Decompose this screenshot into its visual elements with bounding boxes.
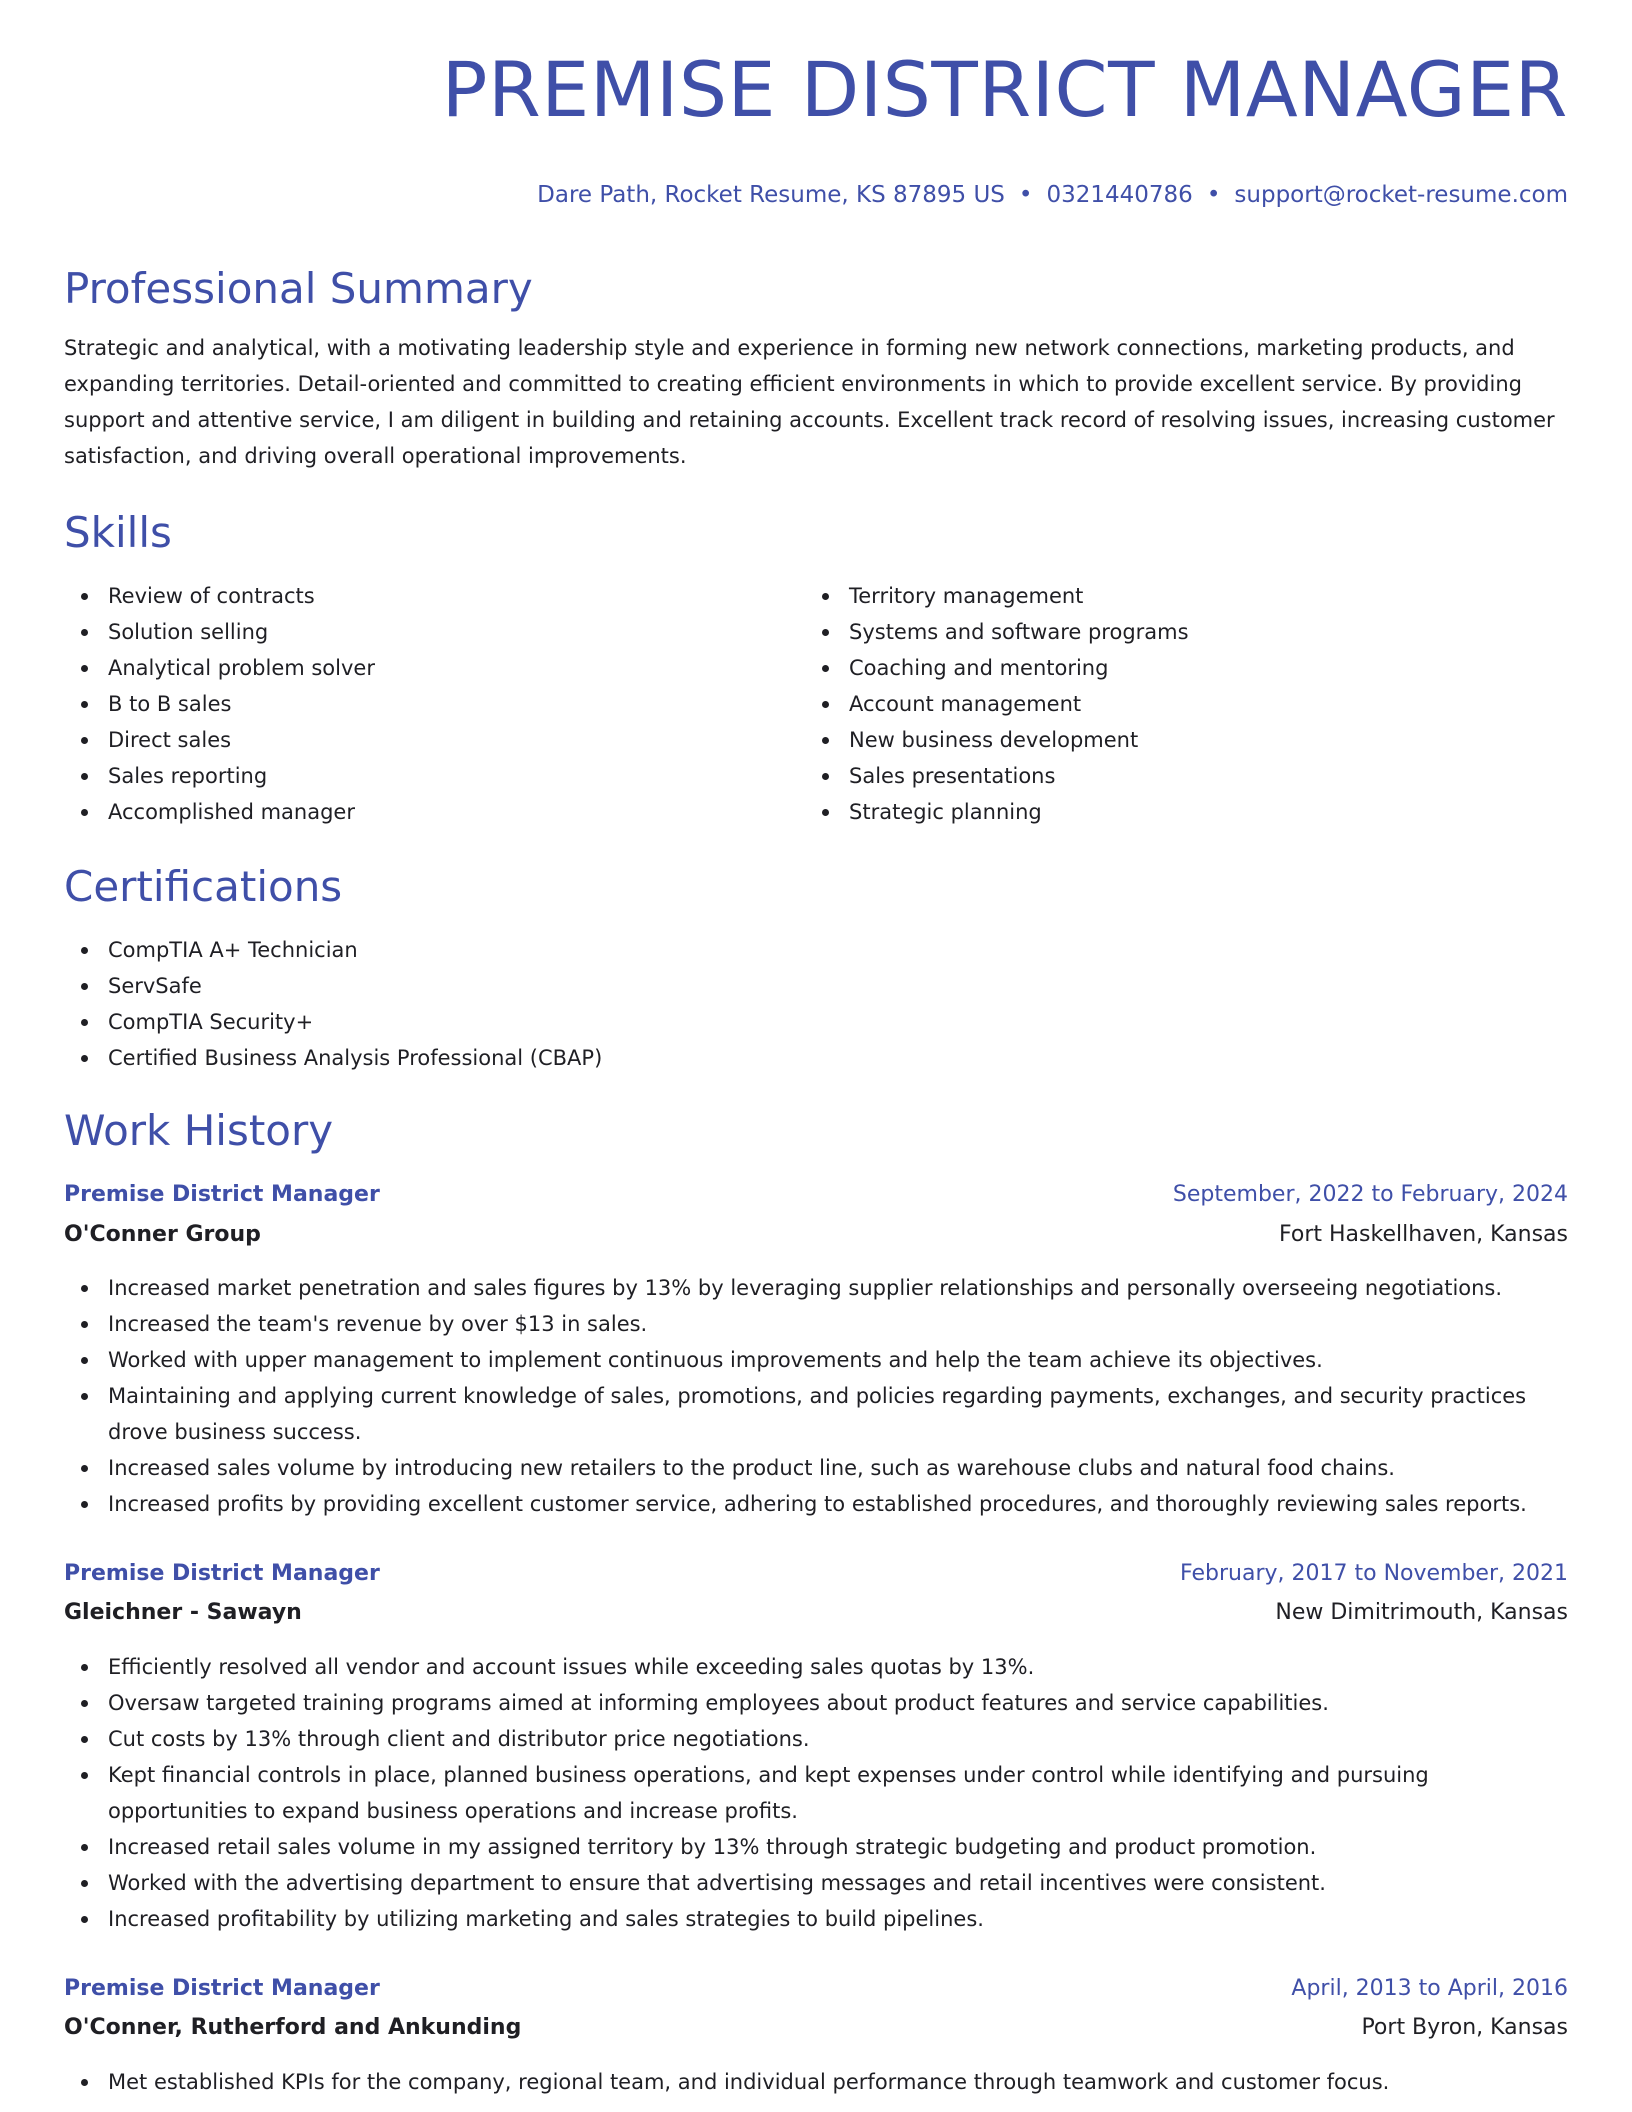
certifications-list <box>64 932 1568 1076</box>
skill-item: Strategic planning <box>805 794 1505 830</box>
skill-item: Review of contracts <box>64 578 764 614</box>
job-bullets <box>64 1270 1568 1522</box>
skills-list-right <box>805 578 1505 830</box>
job-company: O'Conner Group <box>64 1222 261 1247</box>
job-bullet: Increased profits by providing excellent customer service, adhering to established procedures, and thoroughly reviewing sales reports. <box>64 1486 1568 1522</box>
candidate-name: PREMISE DISTRICT MANAGER <box>441 45 1568 134</box>
certification-item: Certified Business Analysis Professional (CBAP) <box>64 1040 1568 1076</box>
contact-separator: • <box>1206 182 1221 208</box>
job-title: Premise District Manager <box>64 1976 380 2001</box>
job-bullets <box>64 2064 1568 2100</box>
job-bullet: Maintaining and applying current knowledge of sales, promotions, and policies regarding payments, exchanges, and security practices drove business success. <box>64 1378 1568 1450</box>
skills-list-left <box>64 578 764 830</box>
skill-item: New business development <box>805 722 1505 758</box>
job-bullet: Cut costs by 13% through client and distributor price negotiations. <box>64 1721 1568 1757</box>
skills-heading: Skills <box>64 508 172 557</box>
skill-item: Direct sales <box>64 722 764 758</box>
job-bullet: Worked with upper management to implement continuous improvements and help the team achieve its objectives. <box>64 1342 1568 1378</box>
summary-heading: Professional Summary <box>64 264 533 313</box>
job-bullet: Increased sales volume by introducing new retailers to the product line, such as warehouse clubs and natural food chains. <box>64 1450 1568 1486</box>
job-company: Gleichner - Sawayn <box>64 1600 302 1625</box>
job-bullet: Kept financial controls in place, planned business operations, and kept expenses under control while identifying and pursuing opportunities to expand business operations and increase profits. <box>64 1757 1568 1829</box>
skill-item: Coaching and mentoring <box>805 650 1505 686</box>
skill-item: Accomplished manager <box>64 794 764 830</box>
job-title: Premise District Manager <box>64 1561 380 1586</box>
work-history-heading: Work History <box>64 1106 334 1155</box>
certification-item: CompTIA Security+ <box>64 1004 1568 1040</box>
certification-item: ServSafe <box>64 968 1568 1004</box>
contact-address: Dare Path, Rocket Resume, KS 87895 US <box>537 182 1005 208</box>
job-bullet: Oversaw targeted training programs aimed at informing employees about product features and service capabilities. <box>64 1685 1568 1721</box>
job-bullet: Increased retail sales volume in my assigned territory by 13% through strategic budgeting and product promotion. <box>64 1829 1568 1865</box>
job-bullet: Efficiently resolved all vendor and account issues while exceeding sales quotas by 13%. <box>64 1649 1568 1685</box>
job-bullet: Met established KPIs for the company, regional team, and individual performance through teamwork and customer focus. <box>64 2064 1568 2100</box>
job-bullet: Worked with the advertising department to ensure that advertising messages and retail incentives were consistent. <box>64 1865 1568 1901</box>
job-location: Fort Haskellhaven, Kansas <box>1279 1222 1568 1247</box>
job-company: O'Conner, Rutherford and Ankunding <box>64 2015 522 2040</box>
certifications-heading: Certifications <box>64 862 343 911</box>
skill-item: Sales reporting <box>64 758 764 794</box>
summary-text: Strategic and analytical, with a motivating leadership style and experience in forming new network connections, marketing products, and expanding territories. Detail-oriented and committed to creating efficient environments in which to provide excellent service. By providing support and attentive service, I am diligent in building and retaining accounts. Excellent track record of resolving issues, increasing customer satisfaction, and driving overall operational improvements. <box>64 336 1555 468</box>
job-dates: September, 2022 to February, 2024 <box>1172 1182 1568 1207</box>
contact-separator: • <box>1018 182 1033 208</box>
job-dates: February, 2017 to November, 2021 <box>1180 1561 1568 1586</box>
job-bullet: Increased profitability by utilizing marketing and sales strategies to build pipelines. <box>64 1901 1568 1937</box>
job-dates: April, 2013 to April, 2016 <box>1291 1976 1568 2001</box>
job-location: Port Byron, Kansas <box>1361 2015 1568 2040</box>
contact-email[interactable]: support@rocket-resume.com <box>1234 182 1568 208</box>
skill-item: Sales presentations <box>805 758 1505 794</box>
job-bullets <box>64 1649 1568 1937</box>
skill-item: Territory management <box>805 578 1505 614</box>
contact-line <box>537 184 1568 207</box>
skill-item: Account management <box>805 686 1505 722</box>
skill-item: Analytical problem solver <box>64 650 764 686</box>
contact-phone: 0321440786 <box>1046 182 1193 208</box>
skill-item: Systems and software programs <box>805 614 1505 650</box>
job-bullet: Increased the team's revenue by over $13 in sales. <box>64 1306 1568 1342</box>
job-location: New Dimitrimouth, Kansas <box>1275 1600 1568 1625</box>
skill-item: Solution selling <box>64 614 764 650</box>
job-title: Premise District Manager <box>64 1182 380 1207</box>
job-bullet: Increased market penetration and sales figures by 13% by leveraging supplier relationships and personally overseeing negotiations. <box>64 1270 1568 1306</box>
certification-item: CompTIA A+ Technician <box>64 932 1568 968</box>
skill-item: B to B sales <box>64 686 764 722</box>
